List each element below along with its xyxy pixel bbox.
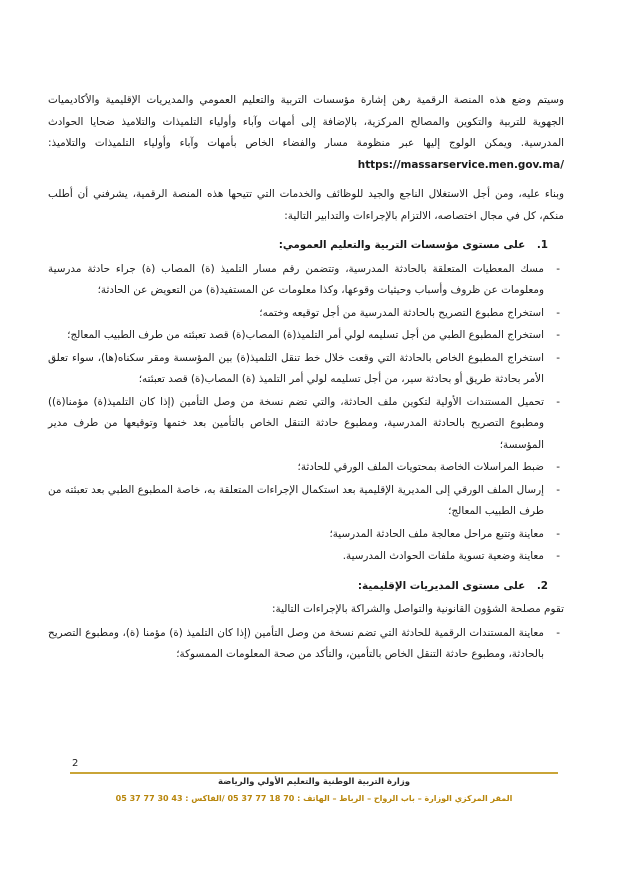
list-item-text: استخراج مطبوع التصريح بالحادثة المدرسية من أجل توقيعه وختمه؛ bbox=[259, 306, 544, 319]
list-item bbox=[48, 480, 564, 523]
page-number: 2 bbox=[72, 758, 79, 769]
section-bullet-list bbox=[48, 259, 564, 568]
section-intro: تقوم مصلحة الشؤون القانونية والتواصل والشراكة بالإجراءات التالية: bbox=[272, 603, 564, 615]
bullet-dash: - bbox=[556, 306, 560, 319]
list-item-text: استخراج المطبوع الطبي من أجل تسليمه لولي أمر التلميذ(ة) المصاب(ة) قصد تعبئته من طرف الطبيب المعالج؛ bbox=[67, 329, 544, 341]
list-item bbox=[48, 457, 564, 479]
section-heading bbox=[48, 235, 564, 257]
list-item bbox=[48, 303, 564, 325]
list-item-text: معاينة المستندات الرقمية للحادثة التي تضم نسخة من وصل التأمين (إذا كان التلميذ (ة) مؤمنا (ة)، ومطبوع التصريح بالحادثة، ومطبوع حادثة التنقل الخاص بالتأمين، والتأكد من صحة المعلومات الممسوكة؛ bbox=[48, 626, 544, 660]
section-schools bbox=[48, 235, 564, 568]
list-item-text: استخراج المطبوع الخاص بالحادثة التي وقعت خلال خط تنقل التلميذ(ة) بين المؤسسة ومقر سكناه(ها)، سواء تعلق الأمر بحادثة طريق أو بحادثة سير، من أجل تسليمه لولي أمر التلميذ (ة) المصاب(ة) قصد تعبئته؛ bbox=[48, 351, 544, 385]
footer-divider bbox=[70, 772, 558, 774]
list-item bbox=[48, 348, 564, 391]
bullet-dash: - bbox=[556, 329, 560, 341]
list-item bbox=[48, 325, 564, 347]
list-item bbox=[48, 623, 564, 666]
footer-ministry-name: وزارة التربية الوطنية والتعليم الأولي والرياضة bbox=[217, 777, 411, 787]
section-number: 2. bbox=[536, 579, 548, 592]
intro-paragraph bbox=[48, 90, 564, 176]
list-item-text: معاينة وضعية تسوية ملفات الحوادث المدرسية. bbox=[342, 550, 544, 562]
bullet-dash: - bbox=[556, 527, 560, 540]
list-item bbox=[48, 259, 564, 302]
bullet-dash: - bbox=[556, 351, 560, 364]
list-item-text: مسك المعطيات المتعلقة بالحادثة المدرسية، وتتضمن رقم مسار التلميذ (ة) المصاب (ة) جراء حادثة مدرسية ومعلومات عن ظروف وأسباب وحيثيات وقوعها، وكذا معلومات عن المستفيد(ة) من التعويض عن الحادثة؛ bbox=[48, 262, 544, 296]
list-item bbox=[48, 392, 564, 457]
list-item bbox=[48, 546, 564, 568]
section-title: على مستوى مؤسسات التربية والتعليم العمومي: bbox=[278, 239, 526, 251]
bullet-dash: - bbox=[556, 483, 560, 496]
list-item-text: معاينة وتتبع مراحل معالجة ملف الحادثة المدرسية؛ bbox=[329, 527, 544, 540]
request-paragraph-text: وبناء عليه، ومن أجل الاستغلال الناجع والجيد للوظائف والخدمات التي تتيحها هذه المنصة الرقمية، يشرفني أن أطلب منكم، كل في مجال اختصاصه، الالتزام بالإجراءات والتدابير التالية: bbox=[48, 188, 564, 222]
bullet-dash: - bbox=[556, 626, 560, 639]
list-item-text: إرسال الملف الورقي إلى المديرية الإقليمية بعد استكمال الإجراءات المتعلقة به، خاصة المطبوع الطبي بعد تعبئته من طرف الطبيب المعالج؛ bbox=[48, 483, 544, 517]
section-number: 1. bbox=[536, 239, 548, 251]
bullet-dash: - bbox=[556, 550, 560, 562]
intro-paragraph-text: وسيتم وضع هذه المنصة الرقمية رهن إشارة مؤسسات التربية والتعليم العمومي والمديريات الإقليمية والأكاديميات الجهوية للتربية والتكوين والمصالح المركزية، بالإضافة إلى أمهات وآباء وأولياء التلميذات والتلاميذ ضحايا الحوادث المدرسية. ويمكن الولوج إليها عبر منظومة مسار والفضاء الخاص بأمهات وآباء وأولياء التلميذات والتلاميذ: bbox=[48, 94, 564, 149]
request-paragraph bbox=[48, 184, 564, 227]
list-item bbox=[48, 524, 564, 546]
bullet-dash: - bbox=[556, 461, 560, 473]
bullet-dash: - bbox=[556, 262, 560, 275]
massar-service-url: https://massarservice.men.gov.ma/ bbox=[357, 158, 564, 171]
footer-address: المقر المركزي الوزارة – باب الرواح – الرباط – الهاتف : 70 18 77 37 05 /الفاكس : 43 30 77 37 05 bbox=[115, 794, 513, 803]
list-item-text: ضبط المراسلات الخاصة بمحتويات الملف الورقي للحادثة؛ bbox=[297, 461, 544, 473]
section-title: على مستوى المديريات الإقليمية: bbox=[357, 579, 526, 592]
list-item-text: تحميل المستندات الأولية لتكوين ملف الحادثة، والتي تضم نسخة من وصل التأمين (إذا كان التلميذ(ة) مؤمنا(ة)) ومطبوع التصريح بالحادثة المدرسية، ومطبوع حادثة التنقل الخاص بالتأمين بعد ختمها وتوقيعها من طرف مدير المؤسسة؛ bbox=[48, 395, 544, 451]
section-heading bbox=[48, 576, 564, 598]
section-provincial-directorates bbox=[48, 576, 564, 666]
document-body bbox=[48, 90, 564, 668]
section-bullet-list bbox=[48, 623, 564, 666]
bullet-dash: - bbox=[556, 395, 560, 408]
